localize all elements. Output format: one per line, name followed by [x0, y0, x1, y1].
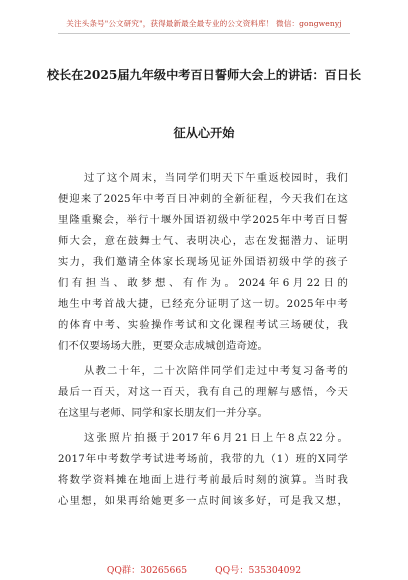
body-line: 从教二十年，二十次陪伴同学们走过中考复习备考的: [84, 365, 348, 377]
body-line: 地生中考首战大捷，已经充分证明了这一切。2025年中考: [58, 298, 348, 310]
body-line: 2017年中考数学考试进考场前，我带的九（1）班的X同学: [58, 453, 348, 465]
body-line: 的体育中考、实验操作考试和文化课程考试三场硬仗，我: [58, 319, 348, 331]
body-line: 心里想，如果再给她更多一点时间该多好，可是我又想，: [58, 495, 348, 507]
footer-contact: [0, 562, 408, 576]
body-line: 实力，我们邀请全体家长现场见证外国语初级中学的孩子: [58, 256, 348, 268]
header-divider: [58, 33, 350, 34]
footer-qq-number: QQ号：535304092: [215, 565, 302, 576]
header-banner: 关注头条号"公文研究"，获得最新最全最专业的公文资料库！ 微信：gongwenyj: [66, 19, 342, 28]
document-title-line-1: 校长在2025届九年级中考百日誓师大会上的讲话：百日长: [46, 68, 362, 82]
body-line: 们不仅要场场大胜，更要众志成城创造奇迹。: [58, 340, 268, 352]
body-line: 最后一百天，对这一百天，我有自己的理解与感悟，今天: [58, 386, 348, 398]
body-line: 里隆重聚会，举行十堰外国语初级中学2025年中考百日誓: [58, 214, 348, 226]
body-line: 便迎来了2025年中考百日冲刺的全新征程，今天我们在这: [58, 193, 348, 205]
body-line: 这张照片拍摄于2017年6月21日上午8点22分。: [84, 432, 348, 444]
document-title-line-2: 征从心开始: [173, 126, 235, 140]
body-line: 师大会，意在鼓舞士气、表明决心，志在发掘潜力、证明: [58, 235, 348, 247]
body-line: 们有担当、敢梦想、有作为。2024年6月22日的: [58, 277, 348, 289]
body-line: 过了这个周末，当同学们明天下午重返校园时，我们: [84, 172, 348, 184]
body-line: 将数学资料摊在地面上进行考前最后时刻的演算。当时我: [58, 474, 348, 486]
body-line: 在这里与老师、同学和家长朋友们一并分享。: [58, 407, 268, 419]
footer-qq-group: QQ群：30265665: [106, 565, 188, 576]
